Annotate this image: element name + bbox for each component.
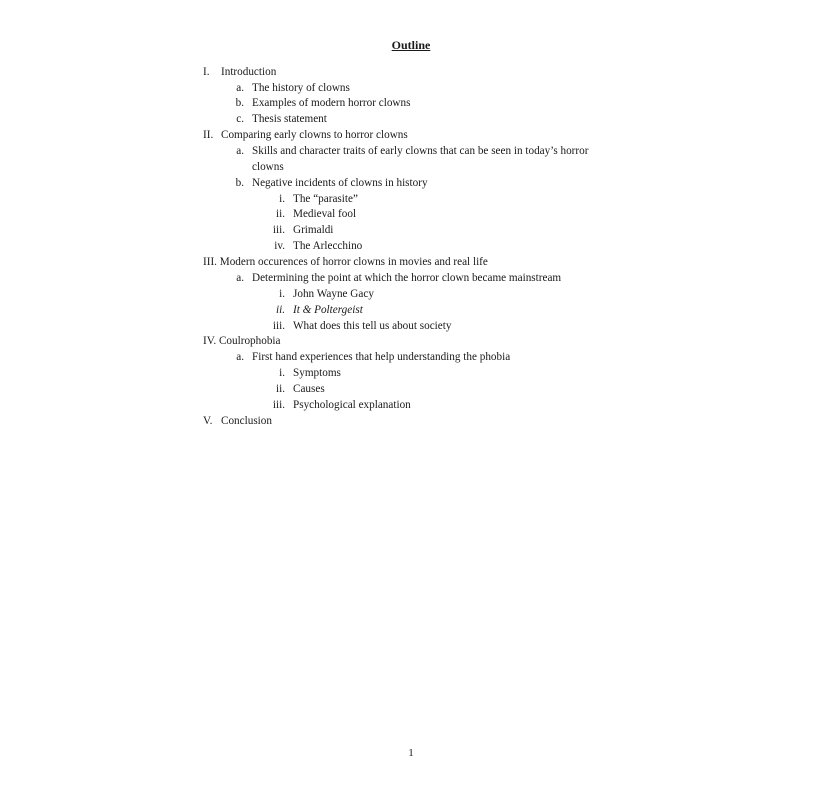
item-marker: V. [203,415,213,427]
item-text: Psychological explanation [293,399,411,411]
item-marker: a. [236,272,244,284]
item-marker: a. [236,351,244,363]
item-text: Thesis statement [252,113,327,125]
outline-title: Outline [391,38,431,52]
item-marker: c. [236,113,244,125]
item-marker: i. [279,288,285,300]
item-marker: II. [203,129,214,141]
item-marker: ii. [275,304,285,316]
item-marker: b. [235,97,244,109]
item-text: Skills and character traits of early clowns that can be seen in today’s horror [252,145,589,157]
item-marker: i. [279,193,285,205]
item-text: It & Poltergeist [293,304,363,316]
page-number: 1 [408,747,414,759]
item-text: Negative incidents of clowns in history [252,177,428,189]
item-marker: a. [236,82,244,94]
item-text: Medieval fool [293,208,357,220]
item-text: IV. Coulrophobia [203,335,281,347]
item-text: Examples of modern horror clowns [252,97,411,109]
item-text: Determining the point at which the horror clown became mainstream [252,272,562,284]
item-marker: I. [203,66,210,78]
item-marker: iv. [274,240,285,252]
item-marker: b. [235,177,244,189]
item-text: Grimaldi [293,224,334,236]
item-text: First hand experiences that help understanding the phobia [252,351,511,363]
item-text: Conclusion [221,415,272,427]
item-text: Introduction [221,66,277,78]
item-marker: iii. [272,320,285,332]
item-text: What does this tell us about society [293,320,452,332]
item-text: Symptoms [293,367,341,379]
item-text: Causes [293,383,325,395]
item-marker: iii. [272,399,285,411]
item-text: Comparing early clowns to horror clowns [221,129,408,141]
item-text: The “parasite” [293,193,358,205]
item-marker: a. [236,145,244,157]
item-marker: ii. [275,208,285,220]
item-marker: i. [279,367,285,379]
item-text: clowns [252,161,284,173]
item-marker: iii. [272,224,285,236]
item-text: John Wayne Gacy [293,288,374,300]
item-marker: ii. [275,383,285,395]
item-text: The Arlecchino [293,240,363,252]
item-text: The history of clowns [252,82,350,94]
item-text: III. Modern occurences of horror clowns in movies and real life [203,256,488,268]
